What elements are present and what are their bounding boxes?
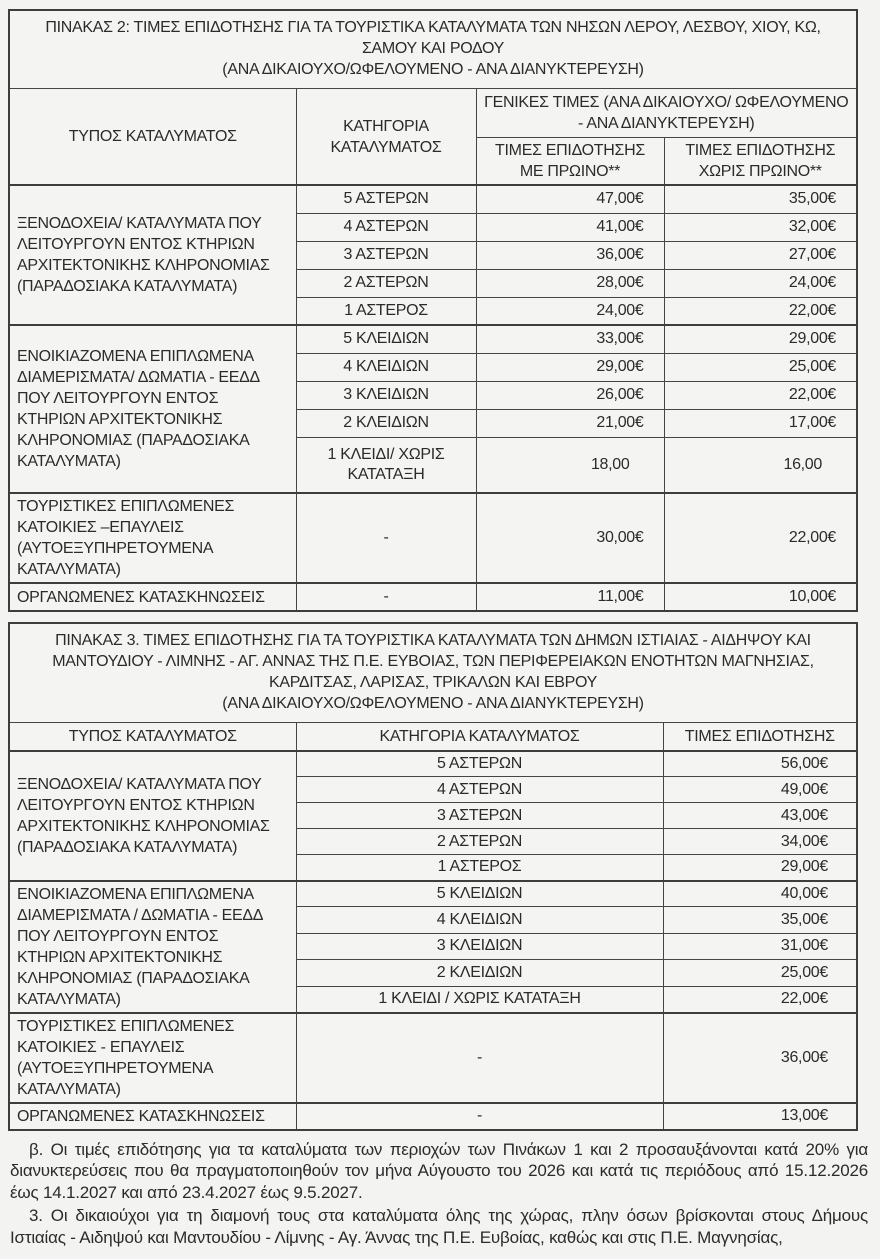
price-cell: 13,00€ [663,1103,857,1130]
category-cell: 1 ΚΛΕΙΔΙ / ΧΩΡΙΣ ΚΑΤΑΤΑΞΗ [296,986,663,1012]
category-cell: 4 ΑΣΤΕΡΩΝ [296,213,476,241]
table-3-col-header-price: ΤΙΜΕΣ ΕΠΙΔΟΤΗΣΗΣ [663,723,857,751]
category-cell: 1 ΚΛΕΙΔΙ/ ΧΩΡΙΣ ΚΑΤΑΤΑΞΗ [296,437,476,493]
table-3-group-hotels-label: ΞΕΝΟΔΟΧΕΙΑ/ ΚΑΤΑΛΥΜΑΤΑ ΠΟΥ ΛΕΙΤΟΥΡΓΟΥΝ ΕΝΤΟΣ ΚΤΗΡΙΩΝ ΑΡΧΙΤΕΚΤΟΝΙΚΗΣ ΚΛΗΡΟΝΟΜΙΑΣ (ΠΑΡΑΔΟΣΙΑΚΑ ΚΑΤΑΛΥΜΑΤΑ) [9,751,296,881]
price-without-breakfast: 22,00€ [664,493,857,583]
price-with-breakfast: 11,00€ [476,583,664,611]
table-3-col-header-type: ΤΥΠΟΣ ΚΑΤΑΛΥΜΑΤΟΣ [9,723,296,751]
table-3-title-cell [9,623,857,723]
price-without-breakfast: 25,00€ [664,353,857,381]
footnotes [10,1139,868,1249]
category-cell: 2 ΚΛΕΙΔΙΩΝ [296,409,476,437]
price-with-breakfast: 30,00€ [476,493,664,583]
price-with-breakfast: 18,00 [476,437,664,493]
table-3-col-header-category: ΚΑΤΗΓΟΡΙΑ ΚΑΤΑΛΥΜΑΤΟΣ [296,723,663,751]
table-2-group-villas-label: ΤΟΥΡΙΣΤΙΚΕΣ ΕΠΙΠΛΩΜΕΝΕΣ ΚΑΤΟΙΚΙΕΣ –ΕΠΑΥΛΕΙΣ (ΑΥΤΟΕΞΥΠΗΡΕΤΟΥΜΕΝΑ ΚΑΤΑΛΥΜΑΤΑ) [9,493,296,583]
table-2-col-header-category: ΚΑΤΗΓΟΡΙΑ ΚΑΤΑΛΥΜΑΤΟΣ [296,89,476,186]
category-cell: 4 ΚΛΕΙΔΙΩΝ [296,907,663,933]
price-with-breakfast: 36,00€ [476,241,664,269]
price-cell: 22,00€ [663,986,857,1012]
table-3-title: ΠΙΝΑΚΑΣ 3. ΤΙΜΕΣ ΕΠΙΔΟΤΗΣΗΣ ΓΙΑ ΤΑ ΤΟΥΡΙΣΤΙΚΑ ΚΑΤΑΛΥΜΑΤΑ ΤΩΝ ΔΗΜΩΝ ΙΣΤΙΑΙΑΣ - ΑΙΔΗΨΟΥ ΚΑΙ ΜΑΝΤΟΥΔΙΟΥ - ΛΙΜΝΗΣ - ΑΓ. ΑΝΝΑΣ ΤΗΣ Π.Ε. ΕΥΒΟΙΑΣ, ΤΩΝ ΠΕΡΙΦΕΡΕΙΑΚΩΝ ΕΝΟΤΗΤΩΝ ΜΑΓΝΗΣΙΑΣ, ΚΑΡΔΙΤΣΑΣ, ΛΑΡΙΣΑΣ, ΤΡΙΚΑΛΩΝ ΚΑΙ ΕΒΡΟΥ [52,632,814,691]
price-without-breakfast: 32,00€ [664,213,857,241]
price-cell: 40,00€ [663,881,857,907]
price-without-breakfast: 16,00 [664,437,857,493]
price-with-breakfast: 26,00€ [476,381,664,409]
price-cell: 36,00€ [663,1013,857,1103]
category-cell: 5 ΑΣΤΕΡΩΝ [296,185,476,213]
category-cell: 3 ΚΛΕΙΔΙΩΝ [296,933,663,959]
table-3-subtitle: (ΑΝΑ ΔΙΚΑΙΟΥΧΟ/ΩΦΕΛΟΥΜΕΝΟ - ΑΝΑ ΔΙΑΝΥΚΤΕΡΕΥΣΗ) [222,695,644,712]
price-cell: 34,00€ [663,829,857,855]
table-2-col-header-type: ΤΥΠΟΣ ΚΑΤΑΛΥΜΑΤΟΣ [9,89,296,186]
table-2-group-hotels-label: ΞΕΝΟΔΟΧΕΙΑ/ ΚΑΤΑΛΥΜΑΤΑ ΠΟΥ ΛΕΙΤΟΥΡΓΟΥΝ ΕΝΤΟΣ ΚΤΗΡΙΩΝ ΑΡΧΙΤΕΚΤΟΝΙΚΗΣ ΚΛΗΡΟΝΟΜΙΑΣ (ΠΑΡΑΔΟΣΙΑΚΑ ΚΑΤΑΛΥΜΑΤΑ) [9,185,296,325]
price-cell: 35,00€ [663,907,857,933]
price-without-breakfast: 10,00€ [664,583,857,611]
price-cell: 29,00€ [663,855,857,881]
price-cell: 56,00€ [663,751,857,777]
table-2-col-header-without-breakfast: ΤΙΜΕΣ ΕΠΙΔΟΤΗΣΗΣ ΧΩΡΙΣ ΠΡΩΙΝΟ** [664,138,857,186]
category-cell: - [296,583,476,611]
category-cell: 5 ΚΛΕΙΔΙΩΝ [296,881,663,907]
table-2-title: ΠΙΝΑΚΑΣ 2: ΤΙΜΕΣ ΕΠΙΔΟΤΗΣΗΣ ΓΙΑ ΤΑ ΤΟΥΡΙΣΤΙΚΑ ΚΑΤΑΛΥΜΑΤΑ ΤΩΝ ΝΗΣΩΝ ΛΕΡΟΥ, ΛΕΣΒΟΥ, ΧΙΟΥ, ΚΩ, ΣΑΜΟΥ ΚΑΙ ΡΟΔΟΥ [45,19,821,57]
category-cell: - [296,1013,663,1103]
category-cell: 3 ΚΛΕΙΔΙΩΝ [296,381,476,409]
category-cell: 5 ΑΣΤΕΡΩΝ [296,751,663,777]
price-cell: 43,00€ [663,803,857,829]
category-cell: 5 ΚΛΕΙΔΙΩΝ [296,325,476,353]
category-cell: 3 ΑΣΤΕΡΩΝ [296,241,476,269]
price-with-breakfast: 24,00€ [476,297,664,325]
table-2-col-header-general-prices: ΓΕΝΙΚΕΣ ΤΙΜΕΣ (ΑΝΑ ΔΙΚΑΙΟΥΧΟ/ ΩΦΕΛΟΥΜΕΝΟ - ΑΝΑ ΔΙΑΝΥΚΤΕΡΕΥΣΗ) [476,89,857,138]
table-3-group-apartments-label: ΕΝΟΙΚΙΑΖΟΜΕΝΑ ΕΠΙΠΛΩΜΕΝΑ ΔΙΑΜΕΡΙΣΜΑΤΑ / ΔΩΜΑΤΙΑ - ΕΕΔΔ ΠΟΥ ΛΕΙΤΟΥΡΓΟΥΝ ΕΝΤΟΣ ΚΤΗΡΙΩΝ ΑΡΧΙΤΕΚΤΟΝΙΚΗΣ ΚΛΗΡΟΝΟΜΙΑΣ (ΠΑΡΑΔΟΣΙΑΚΑ ΚΑΤΑΛΥΜΑΤΑ) [9,881,296,1013]
footnote-b: β. Οι τιμές επιδότησης για τα καταλύματα των περιοχών των Πινάκων 1 και 2 προσαυξάνονται κατά 20% για διανυκτερεύσεις που θα πραγματοποιηθούν τον μήνα Αύγουστο του 2026 και κατά τις περιόδους από 15.12.2026 έως 14.1.2027 και από 23.4.2027 έως 9.5.2027. [10,1139,868,1202]
price-cell: 31,00€ [663,933,857,959]
price-without-breakfast: 22,00€ [664,297,857,325]
category-cell: 2 ΑΣΤΕΡΩΝ [296,829,663,855]
price-without-breakfast: 22,00€ [664,381,857,409]
category-cell: 1 ΑΣΤΕΡΟΣ [296,297,476,325]
price-without-breakfast: 17,00€ [664,409,857,437]
table-2-subtitle: (ΑΝΑ ΔΙΚΑΙΟΥΧΟ/ΩΦΕΛΟΥΜΕΝΟ - ΑΝΑ ΔΙΑΝΥΚΤΕΡΕΥΣΗ) [222,61,644,78]
category-cell: 3 ΑΣΤΕΡΩΝ [296,803,663,829]
price-without-breakfast: 29,00€ [664,325,857,353]
price-with-breakfast: 29,00€ [476,353,664,381]
table-3-subsidy-rates-mainland [8,622,858,1131]
table-2-title-cell [9,10,857,89]
price-without-breakfast: 24,00€ [664,269,857,297]
price-with-breakfast: 28,00€ [476,269,664,297]
table-2-group-camping-label: ΟΡΓΑΝΩΜΕΝΕΣ ΚΑΤΑΣΚΗΝΩΣΕΙΣ [9,583,296,611]
footnote-3: 3. Οι δικαιούχοι για τη διαμονή τους στα καταλύματα όλης της χώρας, πλην όσων βρίσκονται στους Δήμους Ιστιαίας - Αιδηψού και Μαντουδίου - Λίμνης - Αγ. Άννας της Π.Ε. Ευβοίας, καθώς και στις Π.Ε. Μαγνησίας, [10,1206,868,1247]
table-2-group-apartments-label: ΕΝΟΙΚΙΑΖΟΜΕΝΑ ΕΠΙΠΛΩΜΕΝΑ ΔΙΑΜΕΡΙΣΜΑΤΑ/ ΔΩΜΑΤΙΑ - ΕΕΔΔ ΠΟΥ ΛΕΙΤΟΥΡΓΟΥΝ ΕΝΤΟΣ ΚΤΗΡΙΩΝ ΑΡΧΙΤΕΚΤΟΝΙΚΗΣ ΚΛΗΡΟΝΟΜΙΑΣ (ΠΑΡΑΔΟΣΙΑΚΑ ΚΑΤΑΛΥΜΑΤΑ) [9,325,296,493]
table-3-group-camping-label: ΟΡΓΑΝΩΜΕΝΕΣ ΚΑΤΑΣΚΗΝΩΣΕΙΣ [9,1103,296,1130]
category-cell: 4 ΚΛΕΙΔΙΩΝ [296,353,476,381]
price-without-breakfast: 35,00€ [664,185,857,213]
price-cell: 49,00€ [663,777,857,803]
category-cell: 1 ΑΣΤΕΡΟΣ [296,855,663,881]
category-cell: - [296,1103,663,1130]
category-cell: 4 ΑΣΤΕΡΩΝ [296,777,663,803]
price-with-breakfast: 41,00€ [476,213,664,241]
price-with-breakfast: 21,00€ [476,409,664,437]
table-3-group-villas-label: ΤΟΥΡΙΣΤΙΚΕΣ ΕΠΙΠΛΩΜΕΝΕΣ ΚΑΤΟΙΚΙΕΣ - ΕΠΑΥΛΕΙΣ (ΑΥΤΟΕΞΥΠΗΡΕΤΟΥΜΕΝΑ ΚΑΤΑΛΥΜΑΤΑ) [9,1013,296,1103]
category-cell: - [296,493,476,583]
document-page [8,9,868,1248]
price-with-breakfast: 47,00€ [476,185,664,213]
category-cell: 2 ΑΣΤΕΡΩΝ [296,269,476,297]
price-with-breakfast: 33,00€ [476,325,664,353]
price-cell: 25,00€ [663,960,857,986]
table-2-subsidy-rates-islands [8,9,858,612]
table-2-col-header-with-breakfast: ΤΙΜΕΣ ΕΠΙΔΟΤΗΣΗΣ ΜΕ ΠΡΩΙΝΟ** [476,138,664,186]
category-cell: 2 ΚΛΕΙΔΙΩΝ [296,960,663,986]
price-without-breakfast: 27,00€ [664,241,857,269]
